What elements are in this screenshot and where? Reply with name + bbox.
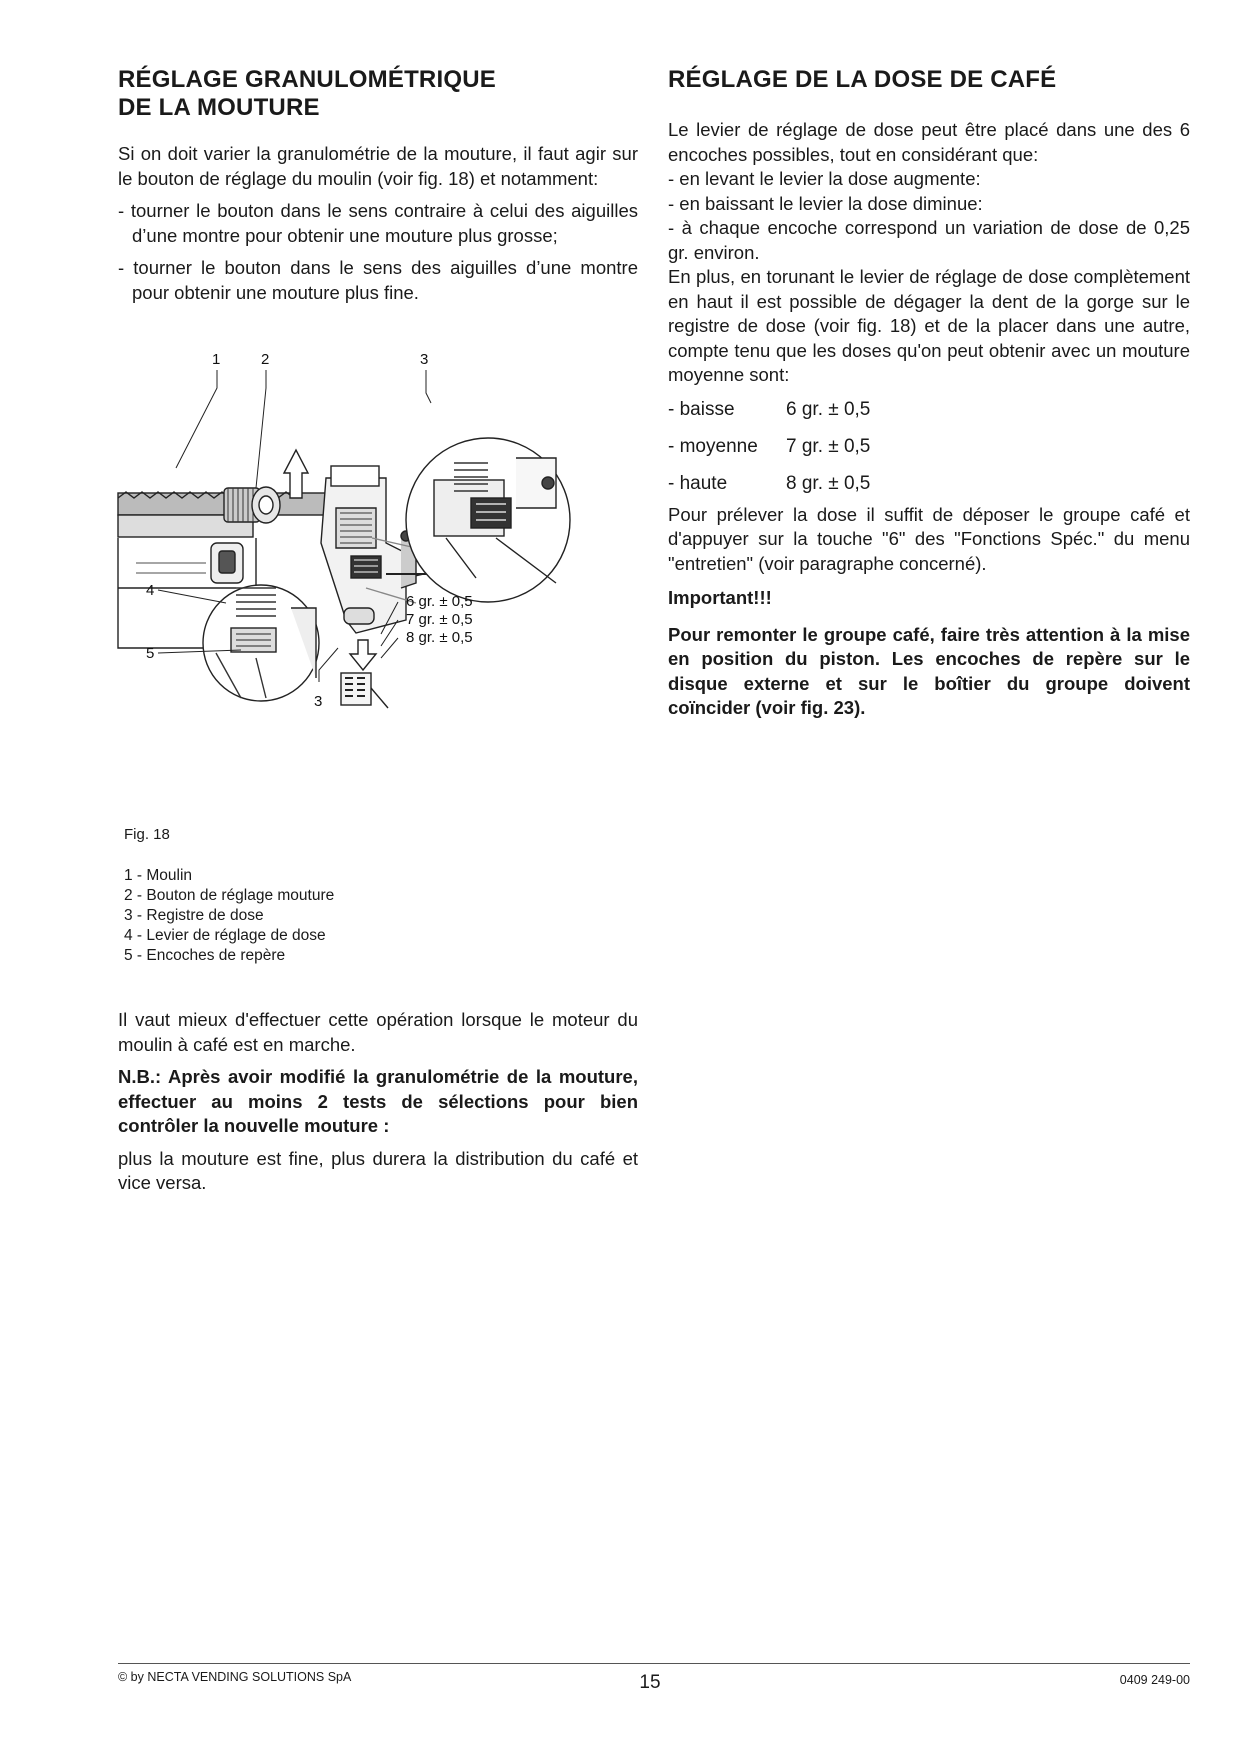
important-text: Pour remonter le groupe café, faire très attention à la mise en position du piston. Les encoches de repère sur le disque externe et sur le boîtier du groupe doivent coïncider (voir fig. 23). [668, 623, 1190, 718]
figure-18 [116, 351, 656, 808]
zoom-circle-right [406, 438, 570, 602]
dose-value: 8 gr. ± 0,5 [786, 473, 871, 494]
important-title: Important!!! [668, 587, 772, 608]
dose-value: 7 gr. ± 0,5 [786, 436, 871, 457]
dose-label: - haute [668, 473, 728, 494]
fig-label-4: 4 [146, 582, 155, 599]
dose-table [668, 392, 1190, 503]
page-number: 15 [639, 1672, 661, 1693]
heading-line-2: DE LA MOUTURE [118, 94, 320, 121]
grind-bullet-fine: - tourner le bouton dans le sens des aiguilles d’une montre pour obtenir une mouture plus fine. [118, 257, 638, 303]
dose-value: 6 gr. ± 0,5 [786, 399, 871, 420]
left-column [118, 66, 638, 313]
dose-label: - moyenne [668, 436, 758, 457]
grind-intro: Si on doit varier la granulométrie de la mouture, il faut agir sur le bouton de réglage du moulin (voir fig. 18) et notamment: [118, 143, 638, 189]
dose-row [668, 466, 1190, 503]
dose-label: - baisse [668, 399, 735, 420]
figure-legend [124, 866, 334, 966]
left-bottom-text [118, 1008, 638, 1196]
nb-note: N.B.: Après avoir modifié la granulométrie de la mouture, effectuer au moins 2 tests de sélections pour bien contrôler la nouvelle mouture : [118, 1066, 638, 1136]
dose-list-item: - en levant le levier la dose augmente: [668, 168, 981, 189]
fig-label-8gr: 8 gr. ± 0,5 [406, 629, 473, 646]
fig-label-7gr: 7 gr. ± 0,5 [406, 611, 473, 628]
motor-note: Il vaut mieux d'effectuer cette opération lorsque le moteur du moulin à café est en marche. [118, 1009, 638, 1055]
fig-label-3-top: 3 [420, 351, 429, 368]
dose-list-item: - en baissant le levier la dose diminue: [668, 192, 983, 214]
dose-list-item: - à chaque encoche correspond un variation de dose de 0,25 gr. environ. [668, 217, 1190, 263]
fig-label-3-bottom: 3 [314, 693, 323, 710]
grind-bullet-coarse: - tourner le bouton dans le sens contraire à celui des aiguilles d’une montre pour obtenir une mouture plus grosse; [118, 200, 638, 246]
adjust-knob [224, 487, 280, 523]
figure-caption: Fig. 18 [124, 826, 170, 843]
section-heading-grind [118, 66, 638, 122]
legend-item: 3 - Registre de dose [124, 907, 264, 924]
footer-copyright: © by NECTA VENDING SOLUTIONS SpA [118, 1670, 352, 1684]
dose-intro: Le levier de réglage de dose peut être placé dans une des 6 encoches possibles, tout en considérant que: [668, 119, 1190, 165]
dose-para-3: Pour prélever la dose il suffit de déposer le groupe café et d'appuyer sur la touche "6" des "Fonctions Spéc." du menu "entretien" (voir paragraphe concerné). [668, 503, 1190, 574]
legend-item: 2 - Bouton de réglage mouture [124, 887, 335, 904]
dose-row [668, 392, 1190, 429]
doc-code: 0409 249-00 [1119, 1673, 1190, 1687]
fig-label-5: 5 [146, 645, 155, 662]
legend-item: 1 - Moulin [124, 867, 193, 884]
dose-row [668, 429, 1190, 466]
fig-label-1: 1 [212, 351, 221, 368]
legend-item: 4 - Levier de réglage de dose [124, 927, 326, 944]
fig-label-2: 2 [261, 351, 270, 368]
legend-item: 5 - Encoches de repère [124, 947, 286, 964]
right-column [668, 66, 1190, 721]
final-note: plus la mouture est fine, plus durera la distribution du café et vice versa. [118, 1147, 638, 1193]
dose-para-2: En plus, en torunant le levier de réglage de dose complètement en haut il est possible de dégager la dent de la gorge sur le registre de dose (voir fig. 18) et de la placer dans une autre, compte tenu que les doses qu'on peut obtenir avec un mouture moyenne sont: [668, 266, 1190, 385]
heading-line-1: RÉGLAGE GRANULOMÉTRIQUE [118, 66, 496, 93]
section-heading-dose: RÉGLAGE DE LA DOSE DE CAFÉ [668, 66, 1057, 93]
fig-label-6gr: 6 gr. ± 0,5 [406, 593, 473, 610]
footer-divider [118, 1663, 1190, 1664]
grinder-diagram [116, 351, 656, 808]
